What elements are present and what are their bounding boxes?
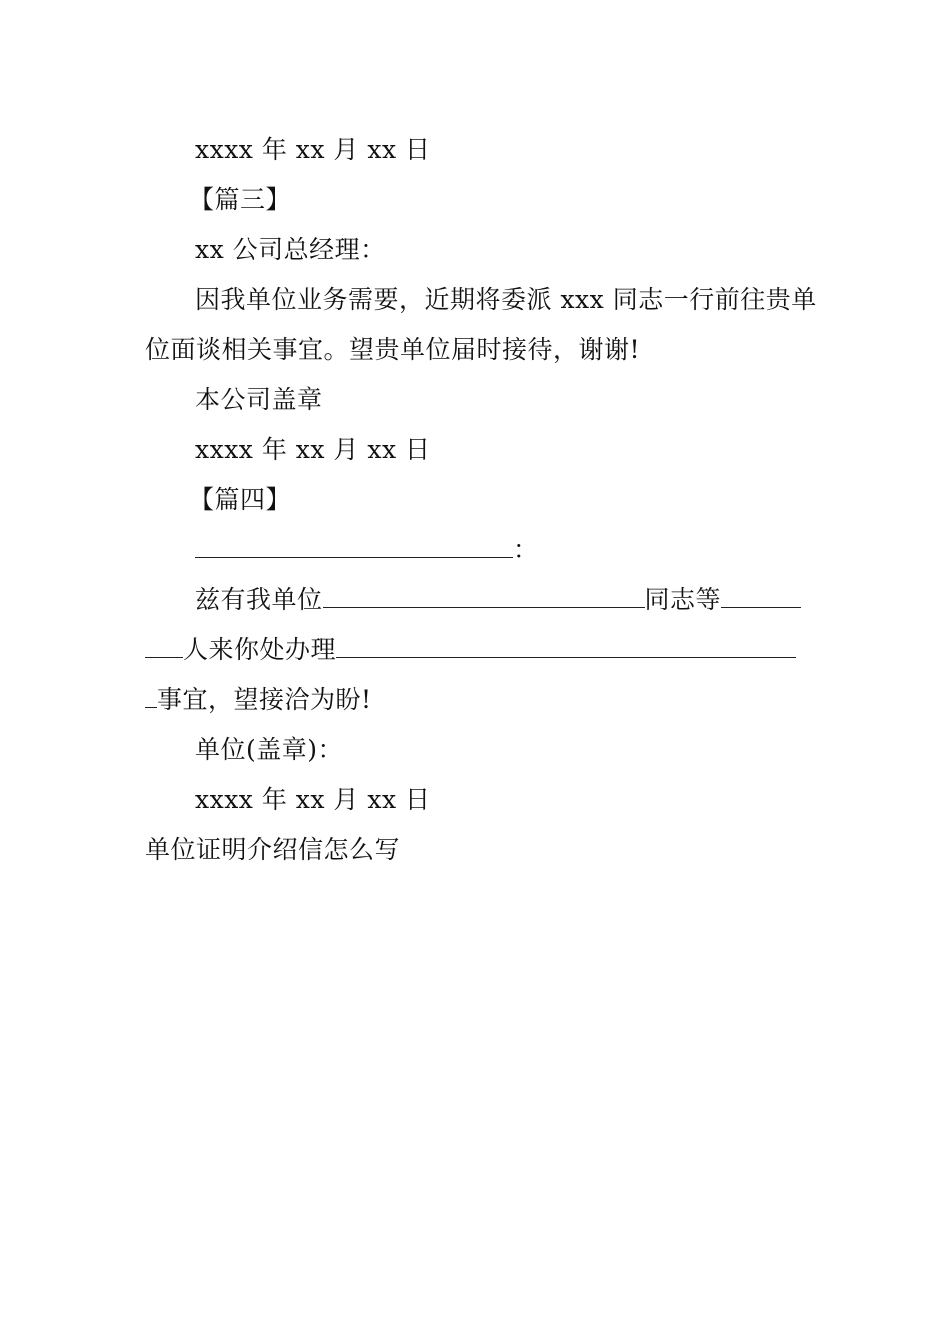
date-line: xxxx 年 xx 月 xx 日 (195, 785, 431, 814)
blank-underline (721, 583, 801, 608)
body-text: 事宜，望接洽为盼! (157, 685, 372, 714)
blank-underline (145, 633, 183, 658)
body-text: 人来你处办理 (183, 635, 337, 664)
date-line: xxxx 年 xx 月 xx 日 (195, 135, 431, 164)
body-paragraph-line (145, 633, 810, 667)
body-text: 同志等 (644, 585, 722, 614)
blank-salutation (145, 533, 810, 567)
company-seal-line: 本公司盖章 (195, 385, 323, 414)
blank-underline (195, 533, 513, 558)
body-paragraph-line (145, 683, 810, 717)
footer-title: 单位证明介绍信怎么写 (145, 835, 401, 864)
body-paragraph-line: 位面谈相关事宜。望贵单位届时接待，谢谢! (145, 335, 641, 364)
salutation: xx 公司总经理： (195, 235, 386, 264)
blank-underline (145, 683, 157, 708)
blank-underline (336, 633, 796, 658)
salutation-colon: ： (513, 535, 539, 564)
body-paragraph-line: 因我单位业务需要，近期将委派 xxx 同志一行前往贵单 (195, 285, 817, 314)
body-text: 兹有我单位 (195, 585, 323, 614)
blank-underline (323, 583, 645, 608)
date-line: xxxx 年 xx 月 xx 日 (195, 435, 431, 464)
unit-seal-line: 单位(盖章)： (195, 735, 344, 764)
section-title: 【篇三】 (189, 185, 292, 214)
body-paragraph-line (145, 583, 810, 617)
section-title: 【篇四】 (189, 485, 292, 514)
